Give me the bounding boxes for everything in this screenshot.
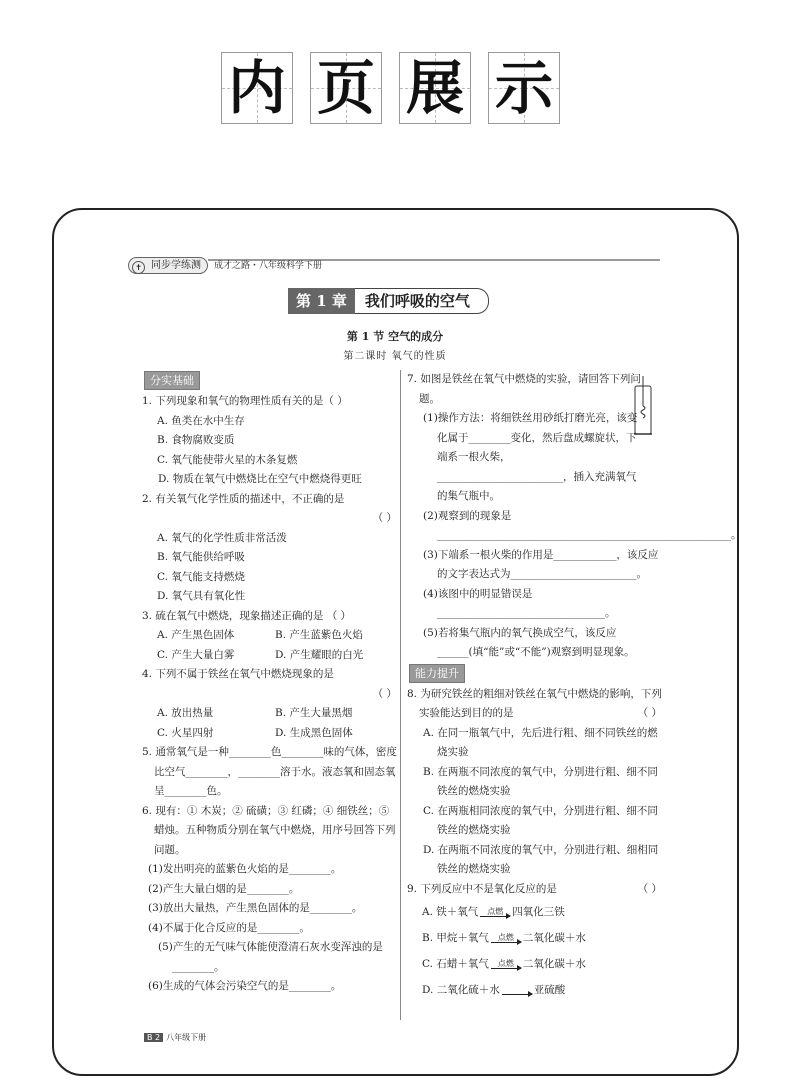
section-tag: 分实基础 bbox=[144, 371, 200, 390]
page-number: B 2 bbox=[144, 1033, 163, 1042]
reaction-d: D. 二氧化硫＋水 亚硫酸 bbox=[407, 977, 662, 1003]
banner-char: 示 bbox=[488, 52, 560, 124]
chapter-heading bbox=[288, 288, 489, 314]
arrow-icon: 点燃 bbox=[480, 907, 510, 925]
question-7: 7. 如图是铁丝在氧气中燃烧的实验，请回答下列问题。 (1)操作方法：将细铁丝用砂纸打磨光亮，该变化属于________变化，然后盘成螺旋状，下端系一根火柴，________________________，插入充满氧气的集气瓶中。 (2)观察到的现象是________________________________________________________。 (3)下端系一根火柴的作用是____________，该反应的文字表达式为________________________。 (4)该图中的明显错误是________________________________。 (5)若将集气瓶内的氧气换成空气，该反应______(填“能”或“不能”)观察到明显现象。 bbox=[407, 373, 742, 658]
banner-char: 展 bbox=[399, 52, 471, 124]
book-subtitle: 成才之路・八年级科学下册 bbox=[214, 261, 323, 271]
question-6: 6. 现有：① 木炭；② 硫磺；③ 红磷；④ 细铁丝；⑤蜡烛。五种物质分别在氧气中燃烧，用序号回答下列问题。 (1)发出明亮的蓝紫色火焰的是________。 (2)产生大量白烟的是________。 (3)放出大量热，产生黑色固体的是________。 (4)不属于化合反应的是________。 (5)产生的无气味气体能使澄清石灰水变浑浊的是________。 (6)生成的气体会污染空气的是________。 bbox=[142, 804, 396, 992]
column-divider bbox=[400, 370, 401, 1020]
section-title: 第 1 节 空气的成分 bbox=[346, 330, 444, 343]
lesson-title: 第二课时 氧气的性质 bbox=[343, 351, 447, 362]
arrow-icon: 点燃 bbox=[491, 933, 521, 951]
question-2: 2. 有关氧气化学性质的描述中，不正确的是 （ ） A. 氧气的化学性质非常活泼 B. 氧气能供给呼吸 C. 氧气能支持燃烧 D. 氧气具有氧化性 bbox=[142, 492, 397, 602]
chapter-number: 第 1 章 bbox=[288, 288, 355, 314]
arrow-icon bbox=[502, 994, 532, 1003]
question-5: 5. 通常氧气是一种________色________味的气体，密度比空气________，________溶于水。液态氧和固态氧呈________色。 bbox=[142, 746, 397, 797]
question-3: 3. 硫在氧气中燃烧，现象描述正确的是 （ ） A. 产生黑色固体 B. 产生蓝紫色火焰 C. 产生大量白雾 D. 产生耀眼的白光 bbox=[142, 609, 364, 661]
chapter-title: 我们呼吸的空气 bbox=[355, 288, 489, 314]
footer-text: 八年级下册 bbox=[166, 1033, 207, 1042]
question-1: 1. 下列现象和氧气的物理性质有关的是（ ） A. 鱼类在水中生存 B. 食物腐败变质 C. 氧气能使带火星的木条复燃 D. 物质在氧气中燃烧比在空气中燃烧得更旺 bbox=[142, 395, 362, 485]
arrow-icon: 点燃 bbox=[491, 959, 521, 977]
page-footer bbox=[144, 1032, 206, 1043]
banner-char: 页 bbox=[310, 52, 382, 124]
logo-icon: ✝ bbox=[132, 261, 145, 274]
banner-char: 内 bbox=[221, 52, 293, 124]
question-8: 8. 为研究铁丝的粗细对铁丝在氧气中燃烧的影响，下列实验能达到目的的是 （ ） A. 在同一瓶氧气中，先后进行粗、细不同铁丝的燃烧实验 B. 在两瓶不同浓度的氧气中，分别进行粗、细不同铁丝的燃烧实验 C. 在两瓶相同浓度的氧气中，分别进行粗、细不同铁丝的燃烧实验 D. 在两瓶不同浓度的氧气中，分别进行粗、细相同铁丝的燃烧实验 bbox=[407, 687, 662, 875]
reaction-a: A. 铁＋氧气 点燃 四氧化三铁 bbox=[407, 899, 662, 925]
reaction-b: B. 甲烷＋氧气 点燃 二氧化碳＋水 bbox=[407, 925, 662, 951]
question-4: 4. 下列不属于铁丝在氧气中燃烧现象的是 （ ） A. 放出热量 B. 产生大量黑烟 C. 火星四射 D. 生成黑色固体 bbox=[142, 668, 397, 739]
right-column bbox=[407, 370, 742, 1003]
running-header bbox=[128, 256, 660, 276]
left-column bbox=[142, 370, 397, 997]
series-badge: ✝ 同步学练测 bbox=[128, 257, 208, 274]
question-9: 9. 下列反应中不是氧化反应的是 （ ） A. 铁＋氧气 点燃 四氧化三铁 B. 甲烷＋氧气 点燃 二氧化碳＋水 C. 石蜡＋氧气 点燃 二氧化碳＋水 D. 二氧化硫＋水 亚硫酸 bbox=[407, 880, 662, 1004]
banner-title bbox=[221, 52, 569, 126]
reaction-c: C. 石蜡＋氧气 点燃 二氧化碳＋水 bbox=[407, 951, 662, 977]
section-tag: 能力提升 bbox=[409, 664, 465, 683]
